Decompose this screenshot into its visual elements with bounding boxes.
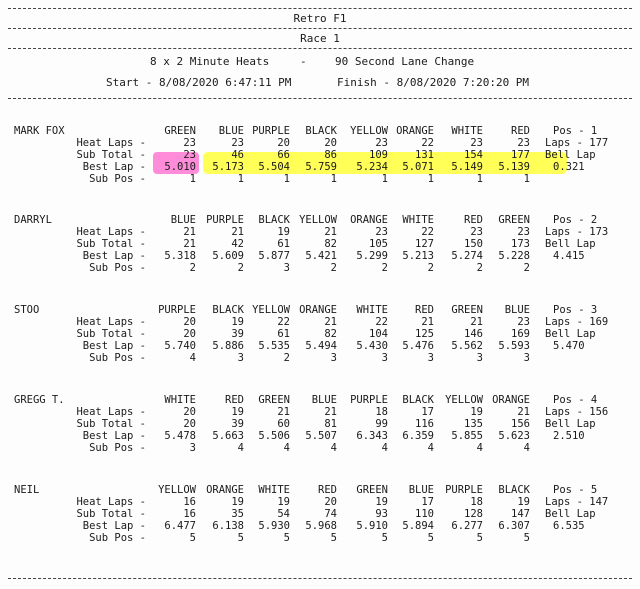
- heat-laps-cell: 17: [421, 496, 434, 508]
- heat-laps-cell: 20: [277, 137, 290, 149]
- sub-pos-cell: 1: [189, 173, 196, 185]
- sub-pos-cell: 3: [330, 352, 337, 364]
- summary-pos: Pos - 5: [553, 484, 598, 496]
- best-lap-cell: 5.507: [305, 430, 337, 442]
- best-lap-cell: 5.609: [212, 250, 244, 262]
- best-lap-cell: 5.299: [356, 250, 388, 262]
- sub-pos-cell: 1: [523, 173, 530, 185]
- lane-header: RED: [415, 304, 434, 316]
- divider: [8, 98, 632, 99]
- best-lap-cell: 5.663: [212, 430, 244, 442]
- lane-header: PURPLE: [350, 394, 388, 406]
- row-label-best-lap: Best Lap -: [82, 430, 146, 442]
- summary-laps: Laps - 169: [545, 316, 609, 328]
- row-label-sub-total: Sub Total -: [76, 149, 146, 161]
- row-label-heat-laps: Heat Laps -: [76, 316, 146, 328]
- lane-header: PURPLE: [206, 214, 244, 226]
- sub-pos-cell: 2: [523, 262, 530, 274]
- sub-pos-cell: 2: [381, 262, 388, 274]
- row-label-best-lap: Best Lap -: [82, 340, 146, 352]
- lane-header: BLUE: [170, 214, 196, 226]
- sub-pos-cell: 5: [283, 532, 290, 544]
- sub-total-cell: 127: [415, 238, 434, 250]
- heat-laps-cell: 16: [183, 496, 196, 508]
- sub-total-cell: 82: [324, 328, 337, 340]
- race-name: Race 1: [300, 32, 340, 45]
- sub-total-cell: 135: [464, 418, 483, 430]
- best-lap-cell: 5.894: [402, 520, 434, 532]
- sub-total-cell: 39: [231, 328, 244, 340]
- sub-pos-cell: 1: [427, 173, 434, 185]
- best-lap-cell: 5.478: [164, 430, 196, 442]
- heat-laps-cell: 21: [231, 226, 244, 238]
- lane-header: RED: [464, 214, 483, 226]
- sub-pos-cell: 4: [476, 442, 483, 454]
- row-label-heat-laps: Heat Laps -: [76, 226, 146, 238]
- lane-header: BLACK: [258, 214, 290, 226]
- heat-laps-cell: 23: [183, 137, 196, 149]
- summary-laps: Laps - 173: [545, 226, 609, 238]
- lane-header: ORANGE: [206, 484, 244, 496]
- best-lap-cell: 5.173: [212, 161, 244, 173]
- best-lap-cell: 5.318: [164, 250, 196, 262]
- best-lap-cell: 5.535: [258, 340, 290, 352]
- best-lap-cell: 5.421: [305, 250, 337, 262]
- heat-laps-cell: 20: [324, 137, 337, 149]
- heat-laps-cell: 18: [375, 406, 388, 418]
- heats-info: 8 x 2 Minute Heats: [150, 55, 270, 68]
- best-lap-cell: 5.968: [305, 520, 337, 532]
- best-lap-cell: 5.494: [305, 340, 337, 352]
- sub-pos-cell: 1: [237, 173, 244, 185]
- lane-header: ORANGE: [350, 214, 388, 226]
- sub-pos-cell: 5: [476, 532, 483, 544]
- lane-header: ORANGE: [299, 304, 337, 316]
- driver-name: MARK FOX: [14, 125, 65, 137]
- sub-pos-cell: 2: [427, 262, 434, 274]
- sub-total-cell: 177: [511, 149, 530, 161]
- lane-header: YELLOW: [252, 304, 290, 316]
- best-lap-cell: 6.359: [402, 430, 434, 442]
- sub-pos-cell: 3: [427, 352, 434, 364]
- divider: [8, 28, 632, 29]
- heat-laps-cell: 22: [375, 316, 388, 328]
- sub-pos-cell: 1: [381, 173, 388, 185]
- best-lap-cell: 6.477: [164, 520, 196, 532]
- row-label-sub-pos: Sub Pos -: [89, 173, 146, 185]
- heat-laps-cell: 21: [324, 316, 337, 328]
- sub-total-cell: 150: [464, 238, 483, 250]
- sub-pos-cell: 1: [330, 173, 337, 185]
- row-label-sub-total: Sub Total -: [76, 508, 146, 520]
- best-lap-cell: 5.274: [451, 250, 483, 262]
- sub-pos-cell: 3: [237, 352, 244, 364]
- best-lap-cell: 5.910: [356, 520, 388, 532]
- sub-pos-cell: 5: [523, 532, 530, 544]
- lane-header: PURPLE: [158, 304, 196, 316]
- driver-name: DARRYL: [14, 214, 52, 226]
- lane-change-info: 90 Second Lane Change: [335, 55, 475, 68]
- best-lap-cell: 5.139: [498, 161, 530, 173]
- heat-laps-cell: 19: [277, 496, 290, 508]
- lane-header: RED: [318, 484, 337, 496]
- summary-bell-time: 5.470: [553, 340, 585, 352]
- sub-total-cell: 173: [511, 238, 530, 250]
- heat-laps-cell: 19: [231, 406, 244, 418]
- row-label-sub-total: Sub Total -: [76, 238, 146, 250]
- sub-pos-cell: 3: [283, 262, 290, 274]
- sub-total-cell: 86: [324, 149, 337, 161]
- sub-total-cell: 128: [464, 508, 483, 520]
- sub-total-cell: 105: [369, 238, 388, 250]
- heat-laps-cell: 22: [421, 226, 434, 238]
- heat-laps-cell: 23: [517, 226, 530, 238]
- report-title: Retro F1: [293, 12, 347, 25]
- sub-total-cell: 20: [183, 328, 196, 340]
- sub-pos-cell: 2: [330, 262, 337, 274]
- sub-total-cell: 21: [183, 238, 196, 250]
- sub-pos-cell: 2: [189, 262, 196, 274]
- lane-header: WHITE: [258, 484, 290, 496]
- lane-header: WHITE: [402, 214, 434, 226]
- best-lap-cell: 5.855: [451, 430, 483, 442]
- sub-total-cell: 156: [511, 418, 530, 430]
- heat-laps-cell: 23: [375, 137, 388, 149]
- best-lap-cell: 5.506: [258, 430, 290, 442]
- lane-header: BLUE: [218, 125, 244, 137]
- finish-time: Finish - 8/08/2020 7:20:20 PM: [337, 76, 530, 89]
- row-label-sub-pos: Sub Pos -: [89, 262, 146, 274]
- sub-pos-cell: 5: [427, 532, 434, 544]
- best-lap-cell: 5.430: [356, 340, 388, 352]
- lane-header: WHITE: [356, 304, 388, 316]
- heat-laps-cell: 18: [470, 496, 483, 508]
- lane-header: BLACK: [305, 125, 337, 137]
- sub-total-cell: 147: [511, 508, 530, 520]
- heat-laps-cell: 19: [231, 316, 244, 328]
- sub-pos-cell: 4: [237, 442, 244, 454]
- sub-total-cell: 60: [277, 418, 290, 430]
- heat-laps-cell: 22: [277, 316, 290, 328]
- sub-total-cell: 42: [231, 238, 244, 250]
- sub-pos-cell: 3: [189, 442, 196, 454]
- lane-header: BLACK: [402, 394, 434, 406]
- row-label-best-lap: Best Lap -: [82, 250, 146, 262]
- lane-header: WHITE: [451, 125, 483, 137]
- lane-header: WHITE: [164, 394, 196, 406]
- heat-laps-cell: 19: [231, 496, 244, 508]
- best-lap-cell: 5.593: [498, 340, 530, 352]
- sub-pos-cell: 3: [523, 352, 530, 364]
- sub-total-cell: 35: [231, 508, 244, 520]
- lane-header: PURPLE: [252, 125, 290, 137]
- sub-total-cell: 39: [231, 418, 244, 430]
- summary-pos: Pos - 2: [553, 214, 598, 226]
- lane-header: YELLOW: [158, 484, 196, 496]
- sub-pos-cell: 1: [283, 173, 290, 185]
- summary-laps: Laps - 156: [545, 406, 609, 418]
- sub-total-cell: 23: [183, 149, 196, 161]
- best-lap-cell: 5.234: [356, 161, 388, 173]
- best-lap-cell: 6.138: [212, 520, 244, 532]
- summary-bell-time: 6.535: [553, 520, 585, 532]
- best-lap-cell: 5.149: [451, 161, 483, 173]
- lane-header: YELLOW: [299, 214, 337, 226]
- lane-header: BLUE: [311, 394, 337, 406]
- sub-total-cell: 46: [231, 149, 244, 161]
- best-lap-cell: 5.071: [402, 161, 434, 173]
- lane-header: BLUE: [504, 304, 530, 316]
- sub-total-cell: 99: [375, 418, 388, 430]
- sub-total-cell: 125: [415, 328, 434, 340]
- divider-top: [8, 8, 632, 9]
- sub-pos-cell: 4: [189, 352, 196, 364]
- heat-laps-cell: 22: [421, 137, 434, 149]
- lane-header: RED: [225, 394, 244, 406]
- summary-pos: Pos - 4: [553, 394, 598, 406]
- sub-total-cell: 116: [415, 418, 434, 430]
- lane-header: ORANGE: [492, 394, 530, 406]
- sub-pos-cell: 5: [237, 532, 244, 544]
- row-label-heat-laps: Heat Laps -: [76, 496, 146, 508]
- lane-header: GREEN: [164, 125, 196, 137]
- best-lap-cell: 5.886: [212, 340, 244, 352]
- summary-bell: Bell Lap: [545, 238, 596, 250]
- divider-bottom: [8, 578, 632, 579]
- sub-pos-cell: 3: [381, 352, 388, 364]
- row-label-heat-laps: Heat Laps -: [76, 406, 146, 418]
- summary-laps: Laps - 147: [545, 496, 609, 508]
- sub-pos-cell: 4: [330, 442, 337, 454]
- sub-total-cell: 61: [277, 328, 290, 340]
- heat-laps-cell: 21: [470, 316, 483, 328]
- summary-laps: Laps - 177: [545, 137, 609, 149]
- sub-total-cell: 146: [464, 328, 483, 340]
- heat-laps-cell: 19: [375, 496, 388, 508]
- lane-header: GREEN: [356, 484, 388, 496]
- start-time: Start - 8/08/2020 6:47:11 PM: [106, 76, 292, 89]
- sub-pos-cell: 5: [330, 532, 337, 544]
- sub-pos-cell: 2: [283, 352, 290, 364]
- best-lap-cell: 6.343: [356, 430, 388, 442]
- row-label-sub-pos: Sub Pos -: [89, 442, 146, 454]
- driver-name: GREGG T.: [14, 394, 65, 406]
- heat-laps-cell: 23: [517, 316, 530, 328]
- best-lap-cell: 5.213: [402, 250, 434, 262]
- summary-bell: Bell Lap: [545, 418, 596, 430]
- heat-laps-cell: 20: [324, 496, 337, 508]
- sub-total-cell: 74: [324, 508, 337, 520]
- best-lap-cell: 5.759: [305, 161, 337, 173]
- row-label-sub-pos: Sub Pos -: [89, 532, 146, 544]
- sub-total-cell: 104: [369, 328, 388, 340]
- row-label-heat-laps: Heat Laps -: [76, 137, 146, 149]
- summary-bell-time: 4.415: [553, 250, 585, 262]
- sub-total-cell: 16: [183, 508, 196, 520]
- sub-pos-cell: 5: [381, 532, 388, 544]
- lane-header: GREEN: [258, 394, 290, 406]
- sub-pos-cell: 2: [237, 262, 244, 274]
- lane-header: PURPLE: [445, 484, 483, 496]
- best-lap-cell: 5.228: [498, 250, 530, 262]
- sub-pos-cell: 4: [283, 442, 290, 454]
- row-label-sub-total: Sub Total -: [76, 418, 146, 430]
- heat-laps-cell: 23: [231, 137, 244, 149]
- heat-laps-cell: 21: [277, 406, 290, 418]
- best-lap-cell: 6.277: [451, 520, 483, 532]
- best-lap-cell: 5.930: [258, 520, 290, 532]
- heat-laps-cell: 21: [517, 406, 530, 418]
- heat-laps-cell: 21: [324, 226, 337, 238]
- best-lap-cell: 6.307: [498, 520, 530, 532]
- sub-total-cell: 81: [324, 418, 337, 430]
- lane-header: GREEN: [498, 214, 530, 226]
- sub-total-cell: 169: [511, 328, 530, 340]
- heat-laps-cell: 20: [183, 316, 196, 328]
- heat-laps-cell: 17: [421, 406, 434, 418]
- sub-total-cell: 54: [277, 508, 290, 520]
- lane-header: ORANGE: [396, 125, 434, 137]
- sub-total-cell: 110: [415, 508, 434, 520]
- best-lap-cell: 5.476: [402, 340, 434, 352]
- heats-separator: -: [300, 55, 307, 68]
- best-lap-cell: 5.562: [451, 340, 483, 352]
- heat-laps-cell: 19: [470, 406, 483, 418]
- best-lap-cell: 5.504: [258, 161, 290, 173]
- sub-pos-cell: 5: [189, 532, 196, 544]
- row-label-sub-total: Sub Total -: [76, 328, 146, 340]
- heat-laps-cell: 21: [183, 226, 196, 238]
- row-label-best-lap: Best Lap -: [82, 161, 146, 173]
- heat-laps-cell: 23: [470, 226, 483, 238]
- lane-header: RED: [511, 125, 530, 137]
- best-lap-cell: 5.877: [258, 250, 290, 262]
- heat-laps-cell: 23: [375, 226, 388, 238]
- sub-pos-cell: 4: [523, 442, 530, 454]
- lane-header: YELLOW: [445, 394, 483, 406]
- lane-header: YELLOW: [350, 125, 388, 137]
- driver-name: NEIL: [14, 484, 40, 496]
- best-lap-cell: 5.740: [164, 340, 196, 352]
- heat-laps-cell: 20: [183, 406, 196, 418]
- driver-name: STOO: [14, 304, 40, 316]
- sub-total-cell: 61: [277, 238, 290, 250]
- summary-bell-time: 2.510: [553, 430, 585, 442]
- summary-bell-time: 0.321: [553, 161, 585, 173]
- summary-pos: Pos - 3: [553, 304, 598, 316]
- sub-total-cell: 66: [277, 149, 290, 161]
- lane-header: BLACK: [498, 484, 530, 496]
- summary-bell: Bell Lap: [545, 149, 596, 161]
- heat-laps-cell: 19: [517, 496, 530, 508]
- sub-pos-cell: 4: [427, 442, 434, 454]
- summary-bell: Bell Lap: [545, 328, 596, 340]
- heat-laps-cell: 23: [517, 137, 530, 149]
- sub-pos-cell: 4: [381, 442, 388, 454]
- sub-total-cell: 109: [369, 149, 388, 161]
- row-label-sub-pos: Sub Pos -: [89, 352, 146, 364]
- best-lap-cell: 5.623: [498, 430, 530, 442]
- sub-total-cell: 131: [415, 149, 434, 161]
- divider: [8, 48, 632, 49]
- sub-total-cell: 20: [183, 418, 196, 430]
- lane-header: GREEN: [451, 304, 483, 316]
- summary-bell: Bell Lap: [545, 508, 596, 520]
- lane-header: BLUE: [408, 484, 434, 496]
- row-label-best-lap: Best Lap -: [82, 520, 146, 532]
- sub-total-cell: 82: [324, 238, 337, 250]
- summary-pos: Pos - 1: [553, 125, 598, 137]
- heat-laps-cell: 21: [324, 406, 337, 418]
- heat-laps-cell: 23: [470, 137, 483, 149]
- lane-header: BLACK: [212, 304, 244, 316]
- heat-laps-cell: 19: [277, 226, 290, 238]
- best-lap-cell: 5.010: [164, 161, 196, 173]
- sub-pos-cell: 2: [476, 262, 483, 274]
- heat-laps-cell: 21: [421, 316, 434, 328]
- sub-pos-cell: 3: [476, 352, 483, 364]
- sub-total-cell: 154: [464, 149, 483, 161]
- sub-total-cell: 93: [375, 508, 388, 520]
- sub-pos-cell: 1: [476, 173, 483, 185]
